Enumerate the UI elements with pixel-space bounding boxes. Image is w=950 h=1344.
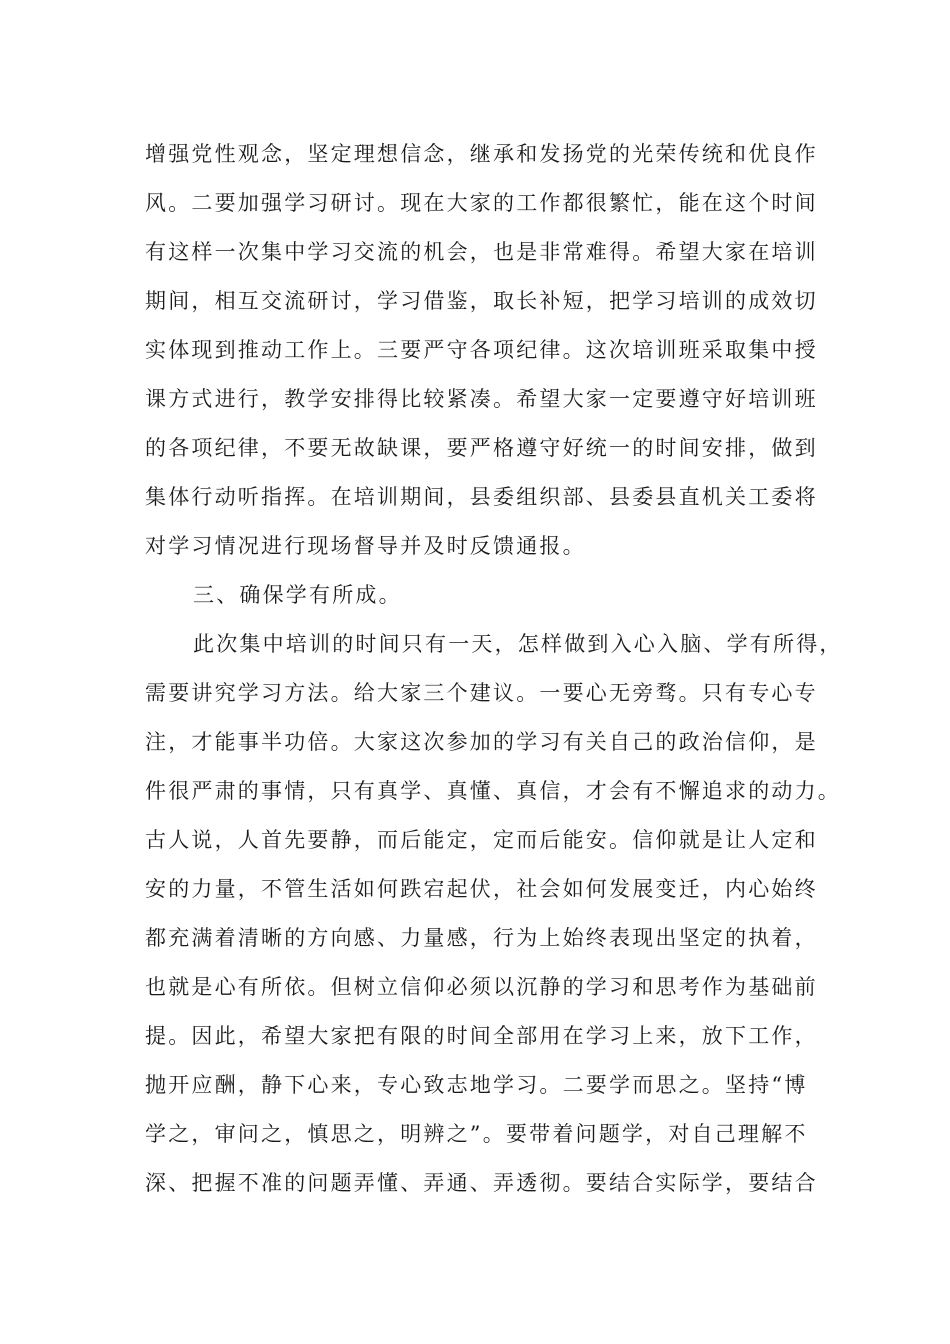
text-line: 此次集中培训的时间只有一天，怎样做到入心入脑、学有所得， (193, 632, 843, 656)
text-line: 古人说，人首先要静，而后能定，定而后能安。信仰就是让人定和 (145, 828, 818, 852)
text-line: 对学习情况进行现场督导并及时反馈通报。 (145, 534, 586, 558)
text-line: 安的力量，不管生活如何跌宕起伏，社会如何发展变迁，内心始终 (145, 877, 818, 901)
text-line: 也就是心有所依。但树立信仰必须以沉静的学习和思考作为基础前 (145, 975, 818, 999)
text-line: 都充满着清晰的方向感、力量感，行为上始终表现出坚定的执着， (145, 926, 818, 950)
text-line: 抛开应酬，静下心来，专心致志地学习。二要学而思之。坚持“博 (145, 1073, 808, 1097)
text-line: 课方式进行，教学安排得比较紧凑。希望大家一定要遵守好培训班 (145, 387, 818, 411)
text-line: 有这样一次集中学习交流的机会，也是非常难得。希望大家在培训 (145, 240, 818, 264)
text-line: 增强党性观念，坚定理想信念，继承和发扬党的光荣传统和优良作 (145, 142, 818, 166)
text-line: 三、确保学有所成。 (193, 583, 402, 607)
text-line: 注，才能事半功倍。大家这次参加的学习有关自己的政治信仰，是 (145, 730, 818, 754)
text-line: 集体行动听指挥。在培训期间，县委组织部、县委县直机关工委将 (145, 485, 818, 509)
document-body (145, 130, 843, 1208)
text-line: 期间，相互交流研讨，学习借鉴，取长补短，把学习培训的成效切 (145, 289, 818, 313)
text-line: 提。因此，希望大家把有限的时间全部用在学习上来，放下工作， (145, 1024, 818, 1048)
text-line: 风。二要加强学习研讨。现在大家的工作都很繁忙，能在这个时间 (145, 191, 818, 215)
text-line: 实体现到推动工作上。三要严守各项纪律。这次培训班采取集中授 (145, 338, 818, 362)
text-line: 学之，审问之，慎思之，明辨之”。要带着问题学，对自己理解不 (145, 1122, 808, 1146)
text-line: 深、把握不准的问题弄懂、弄通、弄透彻。要结合实际学，要结合 (145, 1171, 818, 1195)
text-line: 需要讲究学习方法。给大家三个建议。一要心无旁骛。只有专心专 (145, 681, 818, 705)
text-line: 的各项纪律，不要无故缺课，要严格遵守好统一的时间安排，做到 (145, 436, 818, 460)
text-line: 件很严肃的事情，只有真学、真懂、真信，才会有不懈追求的动力。 (145, 779, 841, 803)
